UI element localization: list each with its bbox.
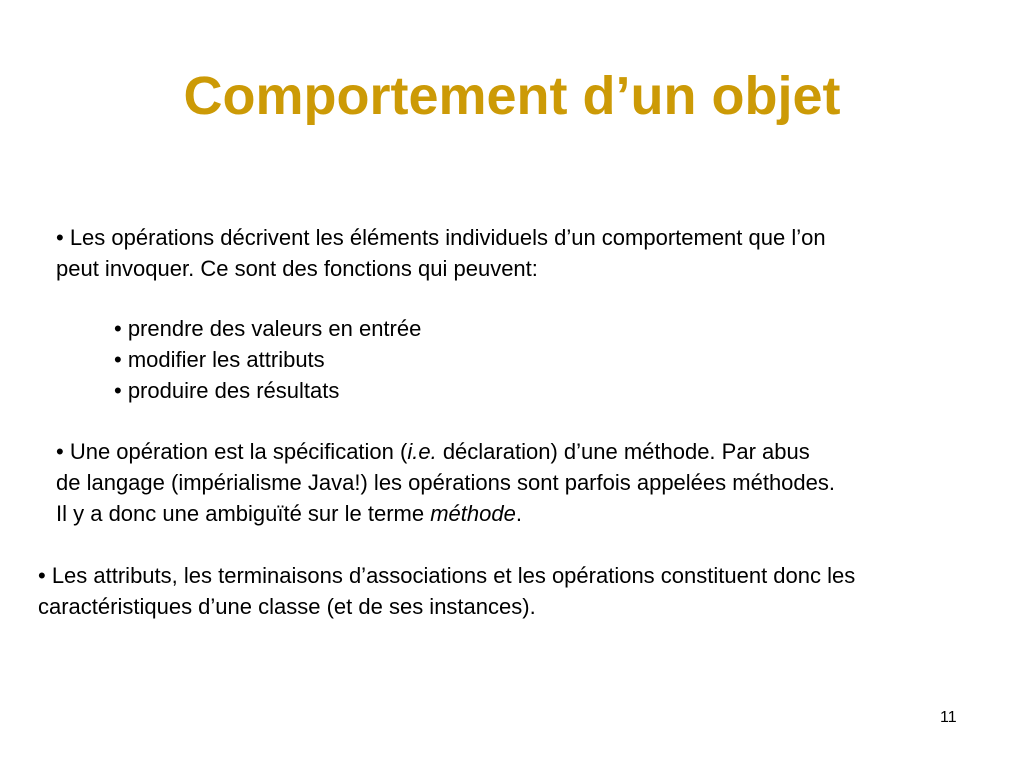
- methode-term: méthode: [430, 501, 516, 526]
- list-item: • modifier les attributs: [114, 347, 325, 372]
- specification-line-1: [56, 436, 835, 467]
- characteristics-line-2: caractéristiques d’une classe (et de ses instances).: [38, 594, 536, 619]
- operation-specification-paragraph: [56, 436, 835, 529]
- operations-line-1: • Les opérations décrivent les éléments individuels d’un comportement que l’on: [56, 225, 826, 250]
- list-item: • prendre des valeurs en entrée: [114, 316, 422, 341]
- specification-text-a: • Une opération est la spécification (: [56, 439, 408, 464]
- specification-line-2: de langage (impérialisme Java!) les opérations sont parfois appelées méthodes.: [56, 470, 835, 495]
- ie-abbreviation: i.e.: [407, 439, 437, 464]
- ambiguity-period: .: [515, 501, 522, 526]
- slide-title: Comportement d’un objet: [183, 66, 841, 126]
- class-characteristics-paragraph: [38, 560, 855, 622]
- list-item: • produire des résultats: [114, 378, 340, 403]
- page-number: 11: [940, 709, 957, 726]
- characteristics-line-1: • Les attributs, les terminaisons d’associations et les opérations constituent donc les: [38, 563, 856, 588]
- operations-line-2: peut invoquer. Ce sont des fonctions qui peuvent:: [56, 256, 538, 281]
- operations-paragraph: [56, 222, 826, 284]
- specification-line-3: [56, 498, 835, 529]
- function-capabilities-list: [114, 313, 421, 406]
- ambiguity-text: Il y a donc une ambiguïté sur le terme: [56, 501, 431, 526]
- specification-text-b: déclaration) d’une méthode. Par abus: [436, 439, 810, 464]
